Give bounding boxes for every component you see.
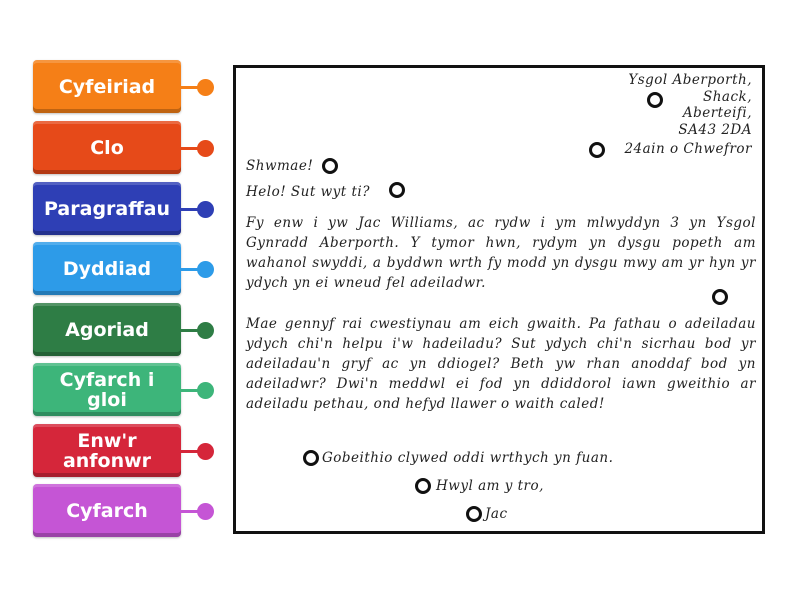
letter-address	[628, 72, 752, 138]
connector-pin[interactable]	[197, 503, 214, 520]
label-enw-anfonwr[interactable]	[33, 424, 181, 477]
address-line: Shack,	[702, 88, 752, 105]
drop-target-opening[interactable]	[389, 182, 405, 198]
letter-paragraph: Mae gennyf rai cwestiynau am eich gwaith. Pa fathau o adeiladau ydych chi'n helpu i'w hadeiladu? Sut ydych chi'n sicrhau bod yr adeiladau'n gryf ac yn ddiogel? Beth yw rhan anoddaf bod yn adeiladwr? Dwi'n meddwl ei fod yn ddiddorol iawn gweithio ar adeiladu pethau, ond hefyd llawer o waith caled!	[246, 316, 756, 412]
label-clo[interactable]	[33, 121, 181, 174]
label-agoriad[interactable]	[33, 303, 181, 356]
drop-target-closing[interactable]	[303, 450, 319, 466]
label-paragraffau[interactable]	[33, 182, 181, 235]
label-cyfarch[interactable]	[33, 484, 181, 537]
connector-pin[interactable]	[197, 322, 214, 339]
drop-target-address[interactable]	[647, 92, 663, 108]
address-line: Ysgol Aberporth,	[628, 72, 752, 88]
label-text: Dyddiad	[62, 257, 152, 280]
letter-sender: Jac	[485, 506, 508, 522]
drop-target-greeting[interactable]	[322, 158, 338, 174]
label-text: Clo	[90, 136, 124, 159]
letter-greeting: Shwmae!	[246, 158, 314, 174]
connector-pin[interactable]	[197, 79, 214, 96]
drop-target-paragraphs[interactable]	[712, 289, 728, 305]
label-cyfeiriad[interactable]	[33, 60, 181, 113]
letter-date: 24ain o Chwefror	[624, 141, 752, 157]
letter-panel	[233, 65, 765, 534]
label-text: Cyfarch	[66, 499, 148, 522]
connector-pin[interactable]	[197, 261, 214, 278]
letter-opening: Helo! Sut wyt ti?	[246, 184, 370, 200]
connector-pin[interactable]	[197, 201, 214, 218]
label-text: Enw'r anfonwr	[62, 429, 152, 472]
drop-target-date[interactable]	[589, 142, 605, 158]
letter-closing: Gobeithio clywed oddi wrthych yn fuan.	[322, 450, 614, 466]
drop-target-sender[interactable]	[466, 506, 482, 522]
letter-paragraph: Fy enw i yw Jac Williams, ac rydw i ym mlwyddyn 3 yn Ysgol Gynradd Aberporth. Y tymor hwn, rydym yn dysgu popeth am wahanol swyddi, a byddwn wrth fy modd yn dysgu mwy am yr hyn yr ydych yn ei wneud fel adeiladwr.	[246, 215, 756, 291]
label-text: Cyfeiriad	[58, 75, 156, 98]
drop-target-signoff[interactable]	[415, 478, 431, 494]
connector-pin[interactable]	[197, 140, 214, 157]
connector-pin[interactable]	[197, 382, 214, 399]
label-text: Agoriad	[65, 318, 149, 341]
label-cyfarch-i-gloi[interactable]	[33, 363, 181, 416]
address-line: Aberteifi,	[682, 105, 752, 121]
address-line: SA43 2DA	[678, 121, 752, 138]
label-dyddiad[interactable]	[33, 242, 181, 295]
letter-signoff: Hwyl am y tro,	[436, 478, 544, 494]
connector-pin[interactable]	[197, 443, 214, 460]
label-text: Paragraffau	[44, 197, 170, 220]
label-text: Cyfarch i gloi	[59, 368, 155, 411]
